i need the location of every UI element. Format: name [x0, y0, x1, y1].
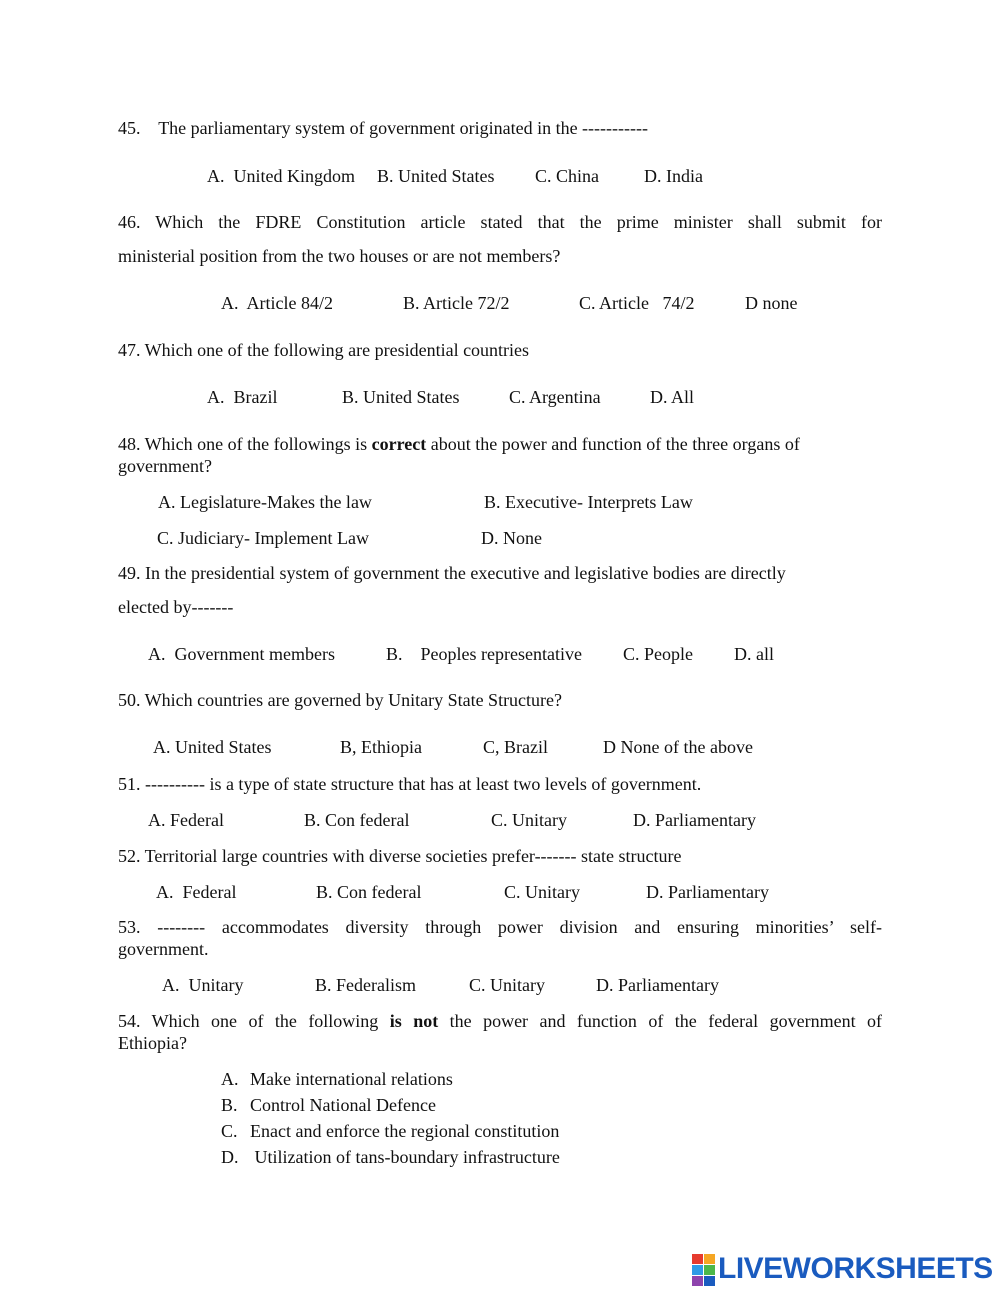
option-d[interactable]: D. All — [650, 387, 695, 407]
option-d-label: D. — [221, 1147, 239, 1167]
option-d[interactable]: D. None — [481, 528, 542, 548]
option-a[interactable]: Make international relations — [250, 1069, 453, 1089]
question-text: The parliamentary system of government originated in the ----------- — [158, 118, 648, 138]
option-c[interactable]: C. Unitary — [491, 810, 567, 830]
option-b[interactable]: B. Executive- Interprets Law — [484, 492, 693, 512]
option-d[interactable]: Utilization of tans-boundary infrastructure — [250, 1147, 560, 1167]
option-a[interactable]: A. Government members — [148, 644, 335, 664]
option-c[interactable]: C. Unitary — [504, 882, 580, 902]
option-c[interactable]: C, Brazil — [483, 737, 548, 757]
option-b[interactable]: B. Peoples representative — [386, 644, 582, 664]
question-49-line2: elected by------- — [118, 597, 234, 617]
option-c[interactable]: C. Article 74/2 — [579, 293, 695, 313]
question-53-line2: government. — [118, 939, 209, 959]
option-c[interactable]: C. Unitary — [469, 975, 545, 995]
logo-text: LIVEWORKSHEETS — [718, 1252, 993, 1285]
option-a[interactable]: A. Federal — [148, 810, 224, 830]
option-c[interactable]: C. Argentina — [509, 387, 601, 407]
option-d[interactable]: D. Parliamentary — [646, 882, 769, 902]
question-50: 50. Which countries are governed by Unitary State Structure? — [118, 690, 563, 710]
question-45 — [118, 118, 648, 140]
option-d[interactable]: D None of the above — [603, 737, 753, 757]
question-46-line1: 46. Which the FDRE Constitution article stated that the prime minister shall submit for — [118, 212, 882, 232]
question-51: 51. ---------- is a type of state structure that has at least two levels of government. — [118, 774, 702, 794]
option-b[interactable]: B. Con federal — [316, 882, 422, 902]
option-b-label: B. — [221, 1095, 238, 1115]
option-a[interactable]: A. Federal — [156, 882, 237, 902]
question-number: 45. — [118, 118, 141, 138]
option-c[interactable]: C. China — [535, 166, 600, 186]
question-46-line2: ministerial position from the two houses or are not members? — [118, 246, 561, 266]
question-52: 52. Territorial large countries with diverse societies prefer------- state structure — [118, 846, 682, 866]
option-d[interactable]: D. Parliamentary — [633, 810, 756, 830]
option-d[interactable]: D. Parliamentary — [596, 975, 719, 995]
option-b[interactable]: B. United States — [377, 166, 495, 186]
question-48-line1: 48. Which one of the followings is correct about the power and function of the three organs of — [118, 434, 800, 454]
question-47: 47. Which one of the following are presidential countries — [118, 340, 530, 360]
option-b[interactable]: B. United States — [342, 387, 460, 407]
option-d[interactable]: D. all — [734, 644, 774, 664]
option-a[interactable]: A. United Kingdom — [207, 166, 355, 186]
logo-mark-icon — [692, 1254, 714, 1284]
option-a[interactable]: A. Legislature-Makes the law — [158, 492, 372, 512]
option-c[interactable]: Enact and enforce the regional constitution — [250, 1121, 560, 1141]
emphasis: is not — [389, 1011, 439, 1031]
option-d[interactable]: D. India — [644, 166, 703, 186]
option-b[interactable]: B. Con federal — [304, 810, 410, 830]
question-53-line1: 53. -------- accommodates diversity through power division and ensuring minorities’ self- — [118, 917, 882, 937]
option-c[interactable]: C. Judiciary- Implement Law — [157, 528, 369, 548]
option-c-label: C. — [221, 1121, 238, 1141]
question-48-line2: government? — [118, 456, 212, 476]
emphasis: correct — [371, 434, 427, 454]
option-b[interactable]: B, Ethiopia — [340, 737, 422, 757]
option-b[interactable]: B. Federalism — [315, 975, 416, 995]
option-d[interactable]: D none — [745, 293, 798, 313]
option-a[interactable]: A. Unitary — [162, 975, 244, 995]
option-b[interactable]: Control National Defence — [250, 1095, 436, 1115]
question-49-line1: 49. In the presidential system of government the executive and legislative bodies are directly — [118, 563, 786, 583]
option-a[interactable]: A. Article 84/2 — [221, 293, 333, 313]
option-c[interactable]: C. People — [623, 644, 693, 664]
option-a[interactable]: A. United States — [153, 737, 272, 757]
option-a-label: A. — [221, 1069, 239, 1089]
question-54-line1: 54. Which one of the following is not the power and function of the federal government of — [118, 1011, 882, 1031]
option-a[interactable]: A. Brazil — [207, 387, 278, 407]
question-54-line2: Ethiopia? — [118, 1033, 187, 1053]
option-b[interactable]: B. Article 72/2 — [403, 293, 510, 313]
liveworksheets-logo — [692, 1252, 993, 1286]
